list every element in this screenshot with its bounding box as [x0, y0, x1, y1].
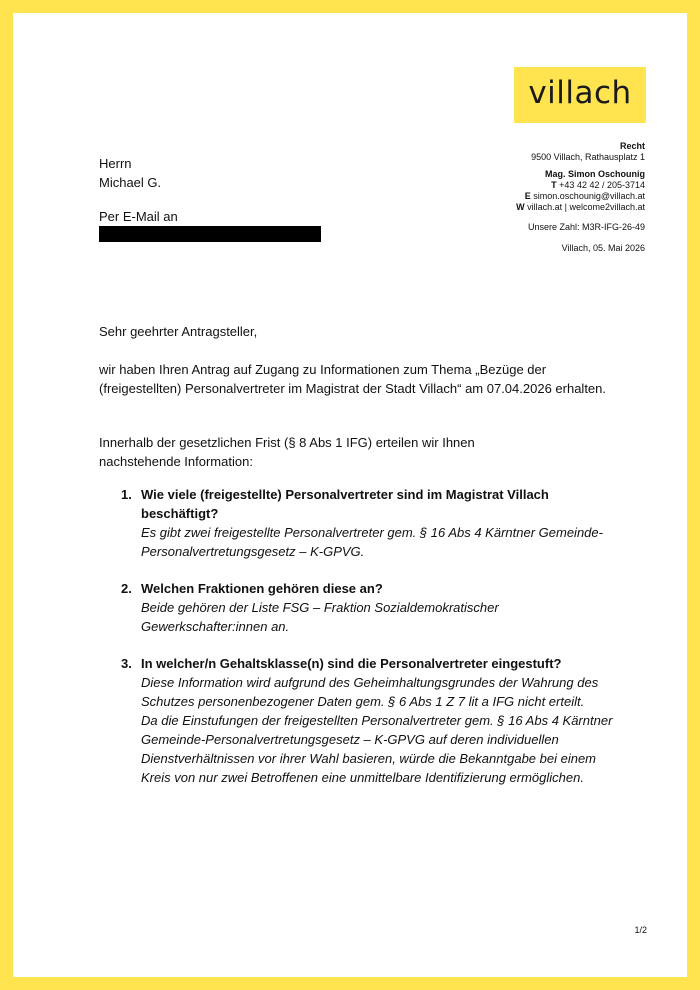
sender-department: Recht	[619, 141, 645, 151]
sender-web[interactable]: villach.at | welcome2villach.at	[527, 202, 645, 212]
sender-email-line: E simon.oschounig@villach.at	[524, 191, 645, 201]
sender-email[interactable]: simon.oschounig@villach.at	[533, 191, 645, 201]
question-title: Wie viele (freigestellte) Personalvertreter sind im Magistrat Villach beschäftigt?	[141, 487, 549, 521]
recipient-via: Per E-Mail an	[99, 209, 178, 224]
recipient-block	[99, 154, 161, 192]
sender-name: Mag. Simon Oschounig	[544, 169, 645, 179]
sender-block	[516, 141, 645, 254]
letter-page	[13, 13, 687, 977]
question-list	[99, 485, 619, 805]
question-number: 2.	[121, 581, 132, 596]
list-item	[99, 654, 619, 787]
question-title: In welcher/n Gehaltsklasse(n) sind die Personalvertreter eingestuft?	[141, 656, 562, 671]
paragraph-request: wir haben Ihren Antrag auf Zugang zu Informationen zum Thema „Bezüge der (freigestellten) Personalvertreter im Magistrat der Stadt Villach“ am 07.04.2026 erhalten.	[99, 362, 607, 396]
question-answer: Es gibt zwei freigestellte Personalvertreter gem. § 16 Abs 4 Kärntner Gemeinde-Personalvertretungsgesetz – K-GPVG.	[141, 525, 603, 559]
question-answer-continued: Da die Einstufungen der freigestellten Personalvertreter gem. § 16 Abs 4 Kärntner Gemeinde-Personalvertretungsgesetz – K-GPVG auf deren individuellen Dienstverhältnissen vor ihrer Wahl basieren, würde die Bekanntgabe bei einem Kreis von nur zwei Betroffenen eine unmittelbare Identifizierung ermöglichen.	[141, 713, 613, 785]
letter-date: Villach, 05. Mai 2026	[561, 243, 645, 253]
sender-phone: +43 42 42 / 205-3714	[559, 180, 645, 190]
question-number: 1.	[121, 487, 132, 502]
question-answer: Beide gehören der Liste FSG – Fraktion Sozialdemokratischer Gewerkschafter:innen an.	[141, 600, 499, 634]
list-item	[99, 485, 619, 561]
page-number: 1/2	[634, 925, 647, 935]
question-answer: Diese Information wird aufgrund des Geheimhaltungsgrundes der Wahrung des Schutzes personenbezogener Daten gem. § 6 Abs 1 Z 7 lit a IFG nicht erteilt.	[141, 675, 599, 709]
logo-text: villach	[528, 75, 632, 111]
question-title: Welchen Fraktionen gehören diese an?	[141, 581, 383, 596]
redacted-email	[99, 226, 321, 242]
recipient-salutation: Herrn	[99, 156, 132, 171]
sender-phone-line: T +43 42 42 / 205-3714	[551, 180, 645, 190]
paragraph-deadline: Innerhalb der gesetzlichen Frist (§ 8 Abs 1 IFG) erteilen wir Ihnen nachstehende Information:	[99, 435, 475, 469]
question-number: 3.	[121, 656, 132, 671]
recipient-name: Michael G.	[99, 175, 162, 190]
list-item	[99, 579, 619, 636]
villach-logo	[514, 67, 646, 123]
sender-address: 9500 Villach, Rathausplatz 1	[531, 152, 645, 162]
reference-number: Unsere Zahl: M3R-IFG-26-49	[527, 222, 645, 232]
sender-web-line: W villach.at | welcome2villach.at	[516, 202, 645, 212]
greeting: Sehr geehrter Antragsteller,	[99, 324, 258, 339]
